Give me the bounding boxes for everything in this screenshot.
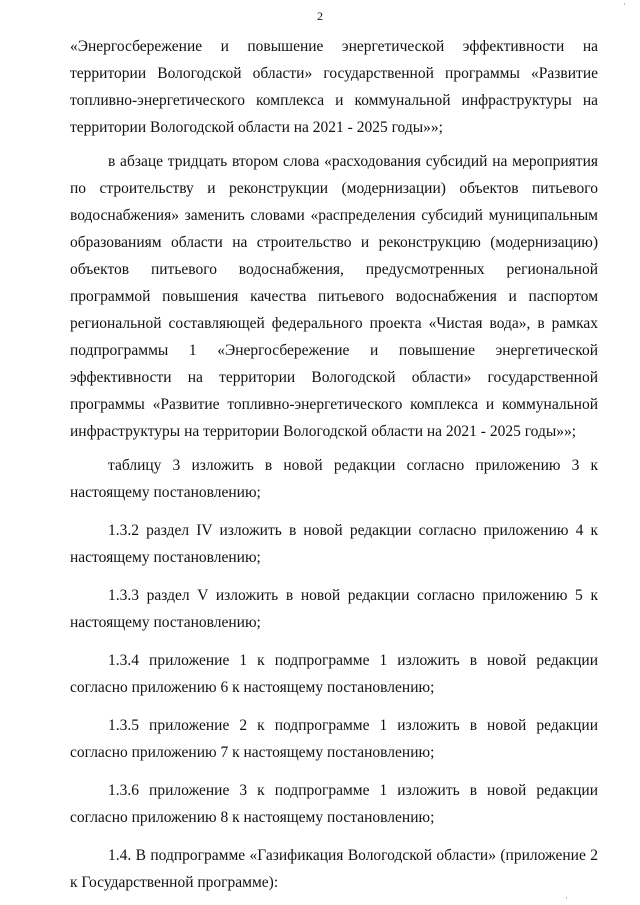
scan-mark-bottom: · <box>565 893 568 903</box>
paragraph-1-3-6: 1.3.6 приложение 3 к подпрограмме 1 изложить в новой редакции согласно приложению 8 к настоящему постановлению; <box>70 782 598 826</box>
paragraph-1-3-3: 1.3.3 раздел V изложить в новой редакции согласно приложению 5 к настоящему постановлению; <box>70 587 598 631</box>
paragraph-1-3-4: 1.3.4 приложение 1 к подпрограмме 1 изложить в новой редакции согласно приложению 6 к настоящему постановлению; <box>70 652 598 696</box>
paragraph-1-4: 1.4. В подпрограмме «Газификация Вологодской области» (приложение 2 к Государственной программе): <box>70 847 598 891</box>
paragraph-1-3-5: 1.3.5 приложение 2 к подпрограмме 1 изложить в новой редакции согласно приложению 7 к настоящему постановлению; <box>70 717 598 761</box>
paragraph-abzac-32-amendment: в абзаце тридцать втором слова «расходования субсидий на мероприятия по строительству и реконструкции (модернизации) объектов питьевого водоснабжения» заменить словами «распределения субсидий муниципальным образованиям области на строительство и реконструкцию (модернизацию) объектов питьевого водоснабжения, предусмотренных региональной программой повышения качества питьевого водоснабжения и паспортом региональной составляющей федерального проекта «Чистая вода», в рамках подпрограммы 1 «Энергосбережение и повышение энергетической эффективности на территории Вологодской области» государственной программы «Развитие топливно-энергетического комплекса и коммунальной инфраструктуры на территории Вологодской области на 2021 - 2025 годы»»; <box>70 153 598 440</box>
paragraph-subprogram-continuation: «Энергосбережение и повышение энергетической эффективности на территории Вологодской области» государственной программы «Развитие топливно-энергетического комплекса и коммунальной инфраструктуры на территории Вологодской области на 2021 - 2025 годы»»; <box>70 38 598 136</box>
paragraph-1-3-2: 1.3.2 раздел IV изложить в новой редакции согласно приложению 4 к настоящему постановлению; <box>70 522 598 566</box>
page-number: 2 <box>317 9 323 23</box>
document-body <box>70 33 598 896</box>
paragraph-table-3: таблицу 3 изложить в новой редакции согласно приложению 3 к настоящему постановлению; <box>70 457 598 501</box>
scan-mark-top: · <box>623 0 626 9</box>
